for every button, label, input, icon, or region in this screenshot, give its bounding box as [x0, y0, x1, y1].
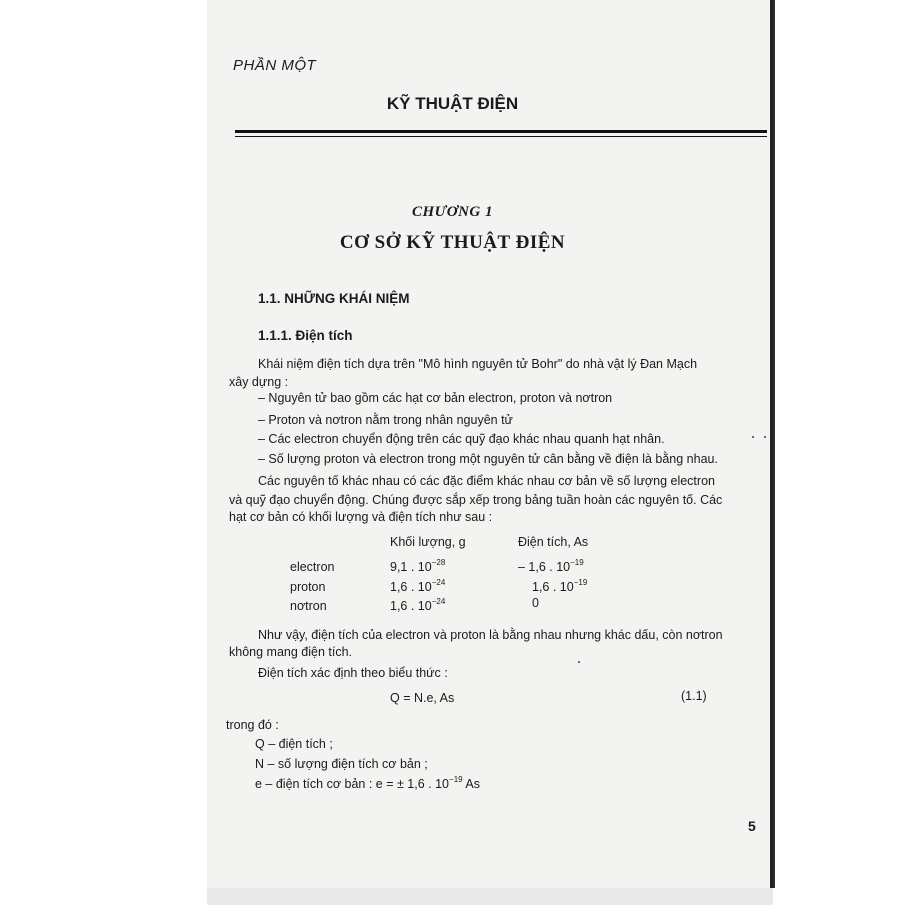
where-label: trong đó : — [226, 718, 279, 732]
chapter-label: CHƯƠNG 1 — [411, 204, 494, 220]
bullet-item: – Proton và nơtron nằm trong nhân nguyên tử — [258, 413, 513, 427]
page-number: 5 — [748, 818, 756, 834]
table-cell-mass: 9,1 . $10^{-28}$ — [390, 558, 446, 574]
table-cell-particle: proton — [290, 580, 326, 594]
page-edge — [770, 0, 773, 888]
paragraph-line: Như vậy, điện tích của electron và proton là bằng nhau nhưng khác dấu, còn nơtron — [258, 628, 723, 642]
chapter-title: CƠ SỞ KỸ THUẬT ĐIỆN — [339, 232, 566, 253]
paragraph-line: không mang điện tích. — [229, 645, 352, 659]
definition-item: e – điện tích cơ bản : e = ± 1,6 . $10^{-19}$ As — [255, 775, 480, 791]
bullet-item: – Nguyên tử bao gồm các hạt cơ bản electron, proton và nơtron — [258, 391, 613, 405]
page-shadow — [207, 888, 773, 905]
subsection-heading: 1.1.1. Điện tích — [258, 328, 353, 343]
table-cell-particle: electron — [290, 560, 335, 574]
bullet-item: – Số lượng proton và electron trong một nguyên tử cân bằng về điện là bằng nhau. — [258, 452, 718, 466]
formula: Q = N.e, As — [390, 691, 455, 705]
table-cell-charge: 0 — [532, 596, 539, 610]
table-header-mass: Khối lượng, g — [390, 535, 466, 549]
print-speck — [764, 436, 766, 438]
definition-item: Q – điện tích ; — [255, 737, 333, 751]
table-cell-mass: 1,6 . $10^{-24}$ — [390, 578, 446, 594]
intro-line-1: Khái niệm điện tích dựa trên "Mô hình nguyên tử Bohr" do nhà vật lý Đan Mạch — [258, 357, 698, 371]
definition-item: N – số lượng điện tích cơ bản ; — [255, 757, 428, 771]
table-header-charge: Điện tích, As — [518, 535, 589, 549]
title-rule-thin — [235, 136, 767, 137]
paragraph-line: và quỹ đạo chuyển động. Chúng được sắp xếp trong bảng tuần hoàn các nguyên tố. Các — [229, 493, 723, 507]
formula-intro: Điện tích xác định theo biểu thức : — [258, 666, 448, 680]
part-label: PHẦN MỘT — [233, 57, 317, 74]
table-cell-charge: – 1,6 . $10^{-19}$ — [518, 558, 584, 574]
intro-line-2: xây dựng : — [229, 375, 289, 389]
formula-number: (1.1) — [681, 689, 707, 703]
table-cell-particle: nơtron — [290, 599, 327, 613]
print-speck — [752, 436, 754, 438]
table-cell-mass: 1,6 . $10^{-24}$ — [390, 597, 446, 613]
table-cell-charge: 1,6 . $10^{-19}$ — [532, 578, 588, 594]
print-speck — [578, 661, 580, 663]
paragraph-line: Các nguyên tố khác nhau có các đặc điểm khác nhau cơ bản về số lượng electron — [258, 474, 715, 488]
section-heading: 1.1. NHỮNG KHÁI NIỆM — [258, 291, 410, 306]
title-rule-thick — [235, 130, 767, 133]
bullet-item: – Các electron chuyển động trên các quỹ đạo khác nhau quanh hạt nhân. — [258, 432, 665, 446]
paragraph-line: hạt cơ bản có khối lượng và điện tích như sau : — [229, 510, 493, 524]
part-title: KỸ THUẬT ĐIỆN — [386, 94, 519, 113]
